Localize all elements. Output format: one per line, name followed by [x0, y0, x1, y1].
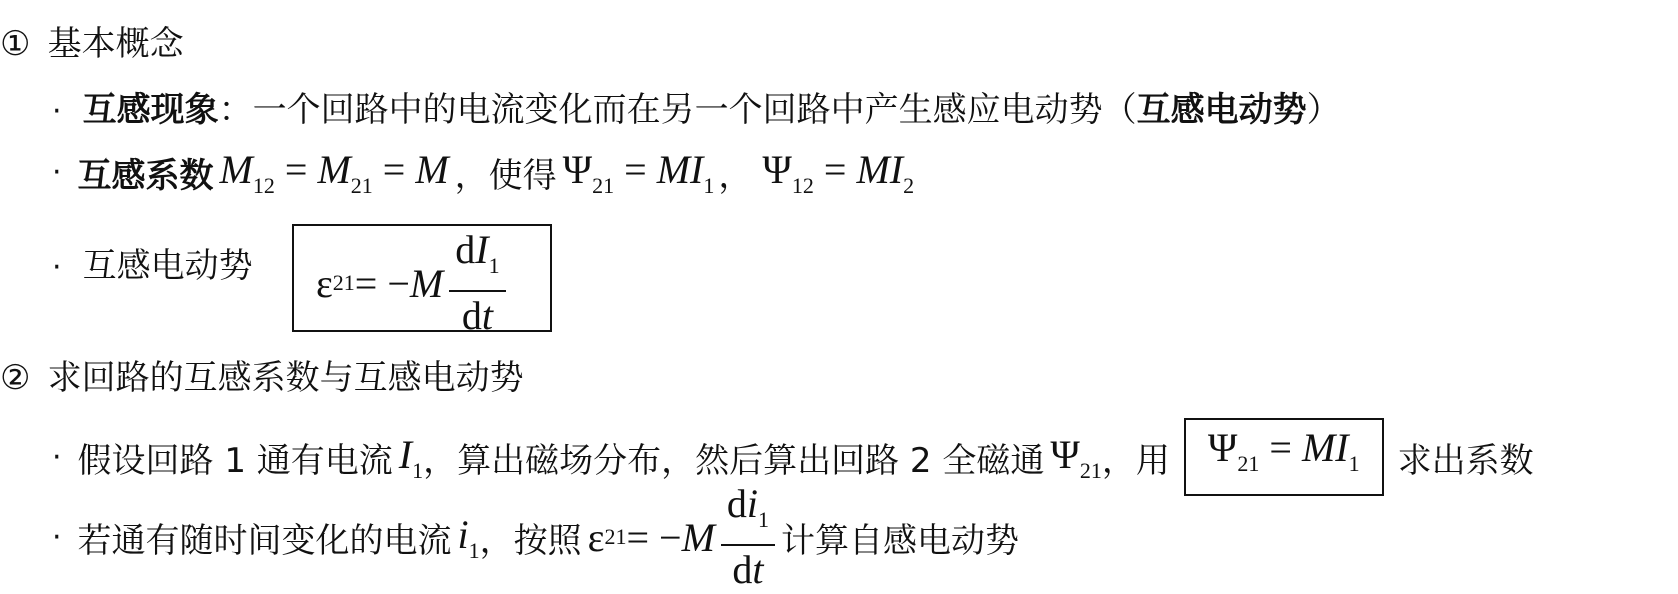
- term: 互感系数: [77, 156, 214, 196]
- bullet-dot: ·: [52, 439, 62, 475]
- bullet-compute-emf: [52, 482, 1019, 592]
- section-number: ②: [0, 358, 31, 398]
- close-paren: ）: [1306, 90, 1341, 130]
- text-such-that: ，使得: [454, 156, 557, 196]
- separator: ，: [718, 156, 753, 196]
- bullet-dot: ·: [52, 519, 62, 555]
- symbol-psi21: $\Psi_{21}$: [1050, 431, 1102, 483]
- bullet-mutual-induction-phenomenon: [52, 82, 1341, 131]
- symbol-current-I1: $I_1$: [398, 431, 424, 483]
- bullet-mutual-inductance-coefficient: [52, 146, 914, 199]
- formula-psi21: $\Psi_{21} = MI_1$: [562, 147, 715, 198]
- symbol-current-i1: $i_1$: [457, 511, 480, 563]
- text-compute-field: ，算出磁场分布，然后算出回路 2 全磁通: [423, 440, 1045, 481]
- bullet-dot: ·: [52, 155, 62, 190]
- formula-m-equal: $M_{12} = M_{21} = M$: [219, 147, 449, 198]
- formula-emf-inline: ε 21 = − M $\frac{di_1}{dt}$: [588, 482, 781, 592]
- section-number: ①: [0, 24, 31, 64]
- text-get-coefficient: 求出系数: [1397, 440, 1534, 481]
- formula-psi12: $\Psi_{12} = MI_2$: [762, 147, 915, 198]
- section-title: 基本概念: [47, 24, 184, 64]
- text-if-current: 若通有随时间变化的电流: [77, 520, 452, 561]
- fraction-di-dt: $\frac{di_1}{dt}$: [721, 482, 775, 592]
- bullet-dot: ·: [52, 94, 62, 129]
- text-compute-emf: 计算自感电动势: [781, 520, 1020, 561]
- bullet-mutual-emf: [52, 238, 253, 287]
- bullet-dot: ·: [52, 250, 62, 285]
- section-2-heading: [0, 350, 524, 399]
- fraction-dI-dt: $\frac{dI_1}{dt}$: [449, 228, 505, 338]
- text-use: ，用: [1101, 440, 1170, 481]
- term: 互感现象: [82, 90, 219, 130]
- definition-text: ：一个回路中的电流变化而在另一个回路中产生感应电动势（: [218, 90, 1137, 130]
- section-1-heading: [0, 16, 184, 65]
- term-emf: 互感电动势: [1136, 90, 1307, 130]
- section-title: 求回路的互感系数与互感电动势: [47, 358, 524, 398]
- text-assume: 假设回路 1 通有电流: [77, 440, 393, 481]
- text-according: ，按照: [479, 520, 582, 561]
- boxed-formula-emf: ε 21 = − M $\frac{dI_1}{dt}$: [292, 224, 552, 332]
- label: 互感电动势: [82, 246, 253, 286]
- boxed-formula-psi21: $\Psi_{21} = MI_1$: [1184, 418, 1384, 496]
